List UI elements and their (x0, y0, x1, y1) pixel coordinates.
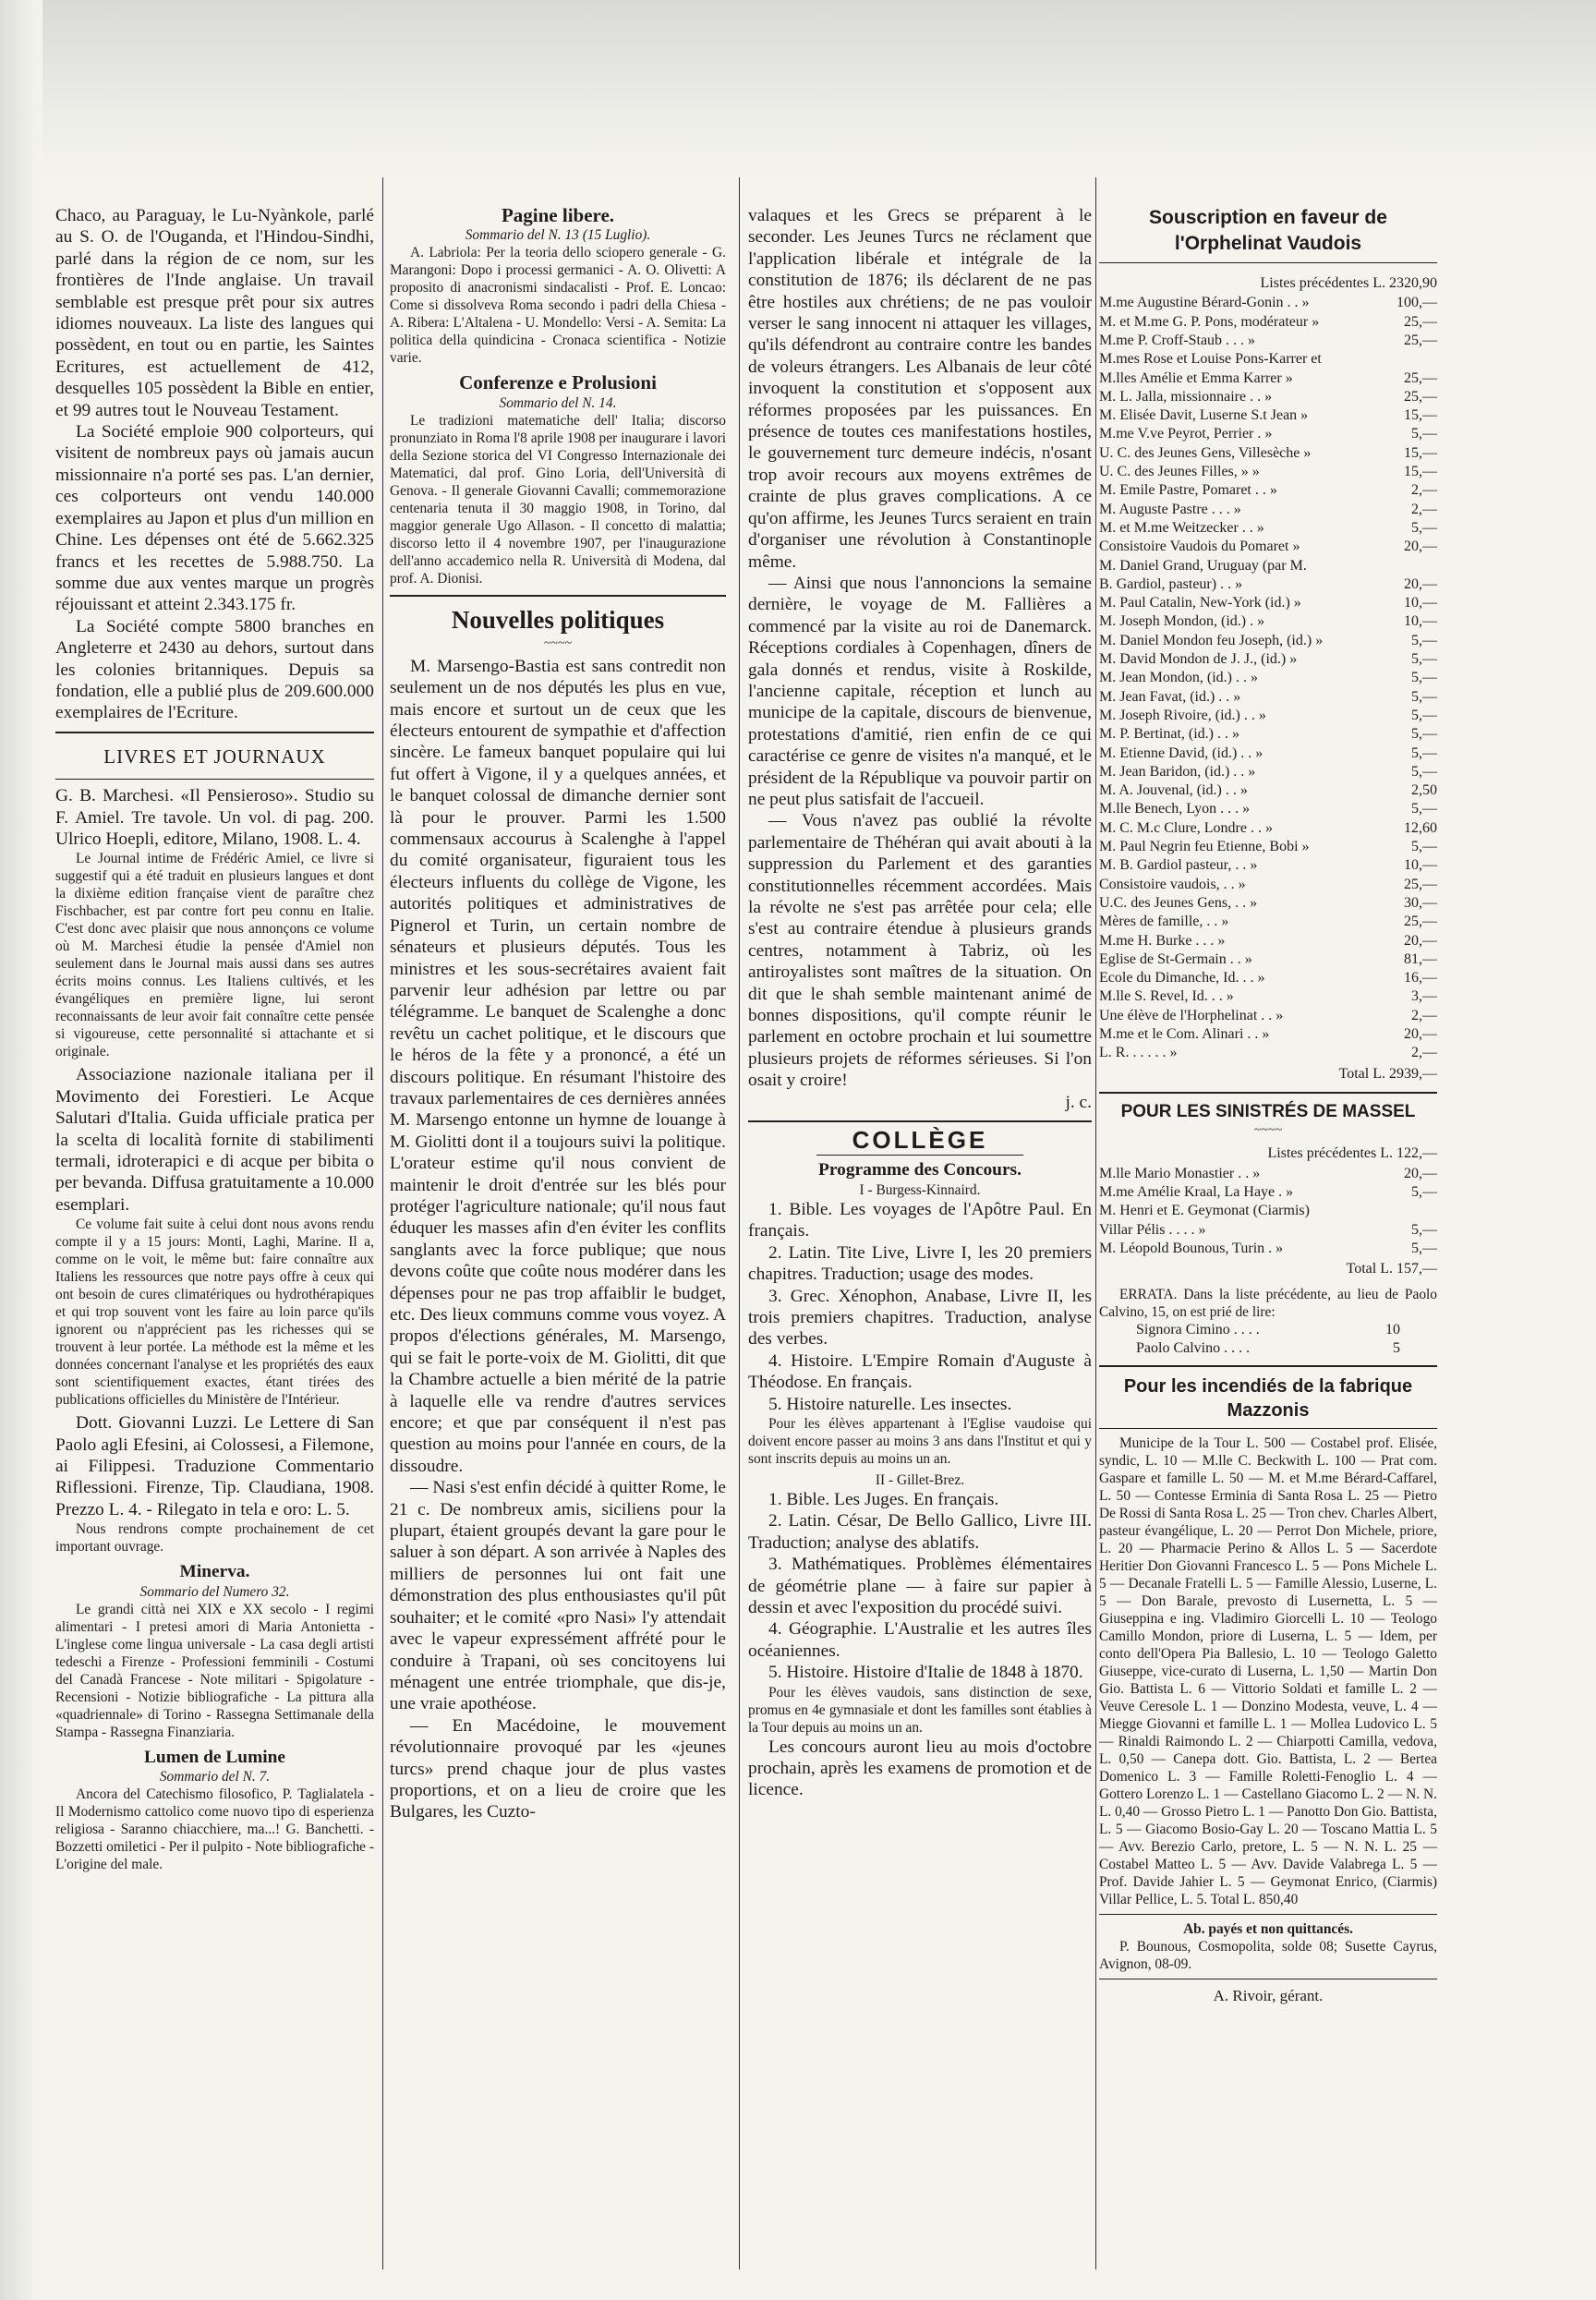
divider (55, 779, 374, 780)
list-item-amount: 20,— (1404, 539, 1437, 555)
list-item-name: M. A. Jouvenal, (id.) . . » (1099, 782, 1248, 799)
part-one-title: I - Burgess-Kinnaird. (859, 1181, 981, 1198)
errata-text: ERRATA. Dans la liste précédente, au lieu de Paolo Calvino, 15, on est prié de lire: (1099, 1286, 1437, 1320)
divider (1099, 1914, 1437, 1915)
list-item-amount: 25,— (1404, 369, 1437, 386)
divider (1099, 1092, 1437, 1094)
list-item (1136, 1339, 1400, 1358)
list-item (1099, 800, 1437, 818)
pagine-summary: A. Labriola: Per la teoria dello sciopero generale - G. Marangoni: Dopo i processi germanici - A. O. Olivetti: A proposito di anacronismi sindacalisti - Prof. E. Loncao: Come si dissolveva Roma secondo i padri della Chiesa - A. Ribera: L'Altalena - U. Mondello: Versi - A. Semita: La politica della quindicina - Cronaca scientifica - Notizie varie. (390, 245, 726, 367)
list-item (1099, 838, 1437, 856)
list-item-amount: 15,— (1404, 407, 1437, 424)
list-item (1099, 1165, 1437, 1183)
list-item-name: Mères de famille, . . » (1099, 914, 1229, 930)
book-review: Le Journal intime de Frédéric Amiel, ce livre si suggestif qui a été traduit en plusieurs langues et dont la dixième edition française vient de paraître chez Fischbacher, est par contre fort peu connu en Italie. C'est donc avec plaisir que nous annonçons ce volume où M. Marchesi étudie la pensée d'Amiel non seulement dans le Journal mais aussi dans ses autres écrits moins connus. Les Italiens cultivés, et les évangéliques en première ligne, lui seront reconnaissants de leur avoir fait connaître cette pensée si vigoureuse, cette personnalité si attachante et si originale. (55, 851, 374, 1060)
list-item-name: M. Daniel Mondon feu Joseph, (id.) » (1099, 632, 1324, 648)
page-left-shadow (0, 0, 42, 2300)
list-item-amount: 5,— (1411, 688, 1437, 705)
news-paragraph: M. Marsengo-Bastia est sans contredit non seulement un de nos députés les plus en vue, mais encore et surtout un de ceux que les électeurs entourent de sympathie et d'affection sincère. Le fameux banquet populaire qui lui fut offert à Vigone, il y a quelques années, et le banquet colossal de dimanche dernier sont là pour le prouver. Parmi les 1.500 commensaux accourus à Scalenghe à l'appel du comité organisateur, figuraient tous les électeurs influents du collège de Vigone, les autorités politiques et administratives de Pignerol et Turin, un certain nombre de sénateurs et plusieurs députés. Tous les ministres et les sous-secrétaires avaient fait parvenir leur adhésion par lettre ou par télégramme. Le banquet de Scalenghe a donc revêtu un cachet politique, et le discours que le héros de la fête y a prononcé, a été un discours politique. En résumant l'histoire des travaux parlementaires de ces dernières années M. Marsengo entonne un hymne de louange à M. Giolitti dont il a toujours suivi la politique. L'orateur estime qu'il nous convient de maintenir le droit d'entrée sur les blés pour protéger l'agriculture nationale; qu'il nous faut éduquer les masses afin d'en éviter les conflits sanglants avec la force publique; que nous devons coûte que coûte nous modérer dans les dépenses pour ne pas trop affaiblir le budget, etc. Des lieux communs comme vous voyez. A propos d'élections générales, M. Marsengo, qui se fait le porte-voix de M. Giolitti, dit que la Chambre actuelle a bien mérité de la patrie à laquelle elle va rendre d'autres services encore; et que par conséquent il n'est pas question au moins pour l'année en cours, de la dissoudre. (390, 656, 726, 1476)
news-paragraph: — Vous n'avez pas oublié la révolte parlementaire de Théhéran qui avait abouti à la suppression du Parlement et des garanties constitutionnelles récemment accordées. Mais la révolte ne s'est pas arrêtée pour cela; elle s'est au contraire étendue à plusieurs grands centres, notamment à Tabriz, où les antiroyalistes sont maîtres de la situation. On dit que le shah semble maintenant animé de bonnes dispositions, qu'il compte réunir le parlement en octobre prochain et lui soumettre plusieurs projets de réformes sérieuses. Si l'on osait y croire! (748, 811, 1092, 1091)
list-item-name: M. Jean Favat, (id.) . . » (1099, 688, 1241, 705)
divider (1099, 262, 1437, 263)
list-item (1099, 987, 1437, 1006)
list-item-name: M. Auguste Pastre . . . » (1099, 501, 1241, 517)
list-item (1099, 1183, 1437, 1202)
book-title: Dott. Giovanni Luzzi. Le Lettere di San Paolo agli Efesini, ai Colossesi, a Filemone, ai Filippesi. Traduzione Commentario Riflessioni. Firenze, Tip. Claudiana, 1908. Prezzo L. 4. - Rilegato in tela e oro: L. 5. (55, 1413, 374, 1519)
exam-item: 5. Histoire. Histoire d'Italie de 1848 à 1870. (768, 1663, 1083, 1683)
list-item (1099, 350, 1437, 369)
list-item-name: Signora Cimino . . . . (1136, 1321, 1260, 1338)
list-item-name: Consistoire vaudois, . . » (1099, 876, 1246, 892)
list-item (1099, 913, 1437, 931)
conferenze-subtitle: Sommario del N. 14. (499, 394, 617, 411)
list-item (1099, 519, 1437, 538)
list-item-name: M. Emile Pastre, Pomaret . . » (1099, 482, 1277, 499)
list-item-name: Eglise de St-Germain . . » (1099, 950, 1252, 967)
list-item (1099, 369, 1437, 388)
list-item-amount: 30,— (1404, 894, 1437, 911)
massel-previous: Listes précédentes L. 122,— (1267, 1145, 1437, 1162)
subscriptions-title: Ab. payés et non quittancés. (1183, 1921, 1353, 1938)
list-item-amount: 5,— (1411, 1221, 1437, 1238)
list-item-name: Paolo Calvino . . . . (1136, 1339, 1251, 1356)
list-item-amount: 10,— (1404, 613, 1437, 630)
column-rule (382, 177, 383, 2270)
bible-society-text: Chaco, au Paraguay, le Lu-Nyànkole, parlé au S. O. de l'Ouganda, et l'Hindou-Sindhi, parlé dans la région de ce nom, sur les frontières de l'Inde anglaise. Un travail semblable est presque prêt pour six autres idiomes nouveaux. La liste des langues qui possèdent, en tout ou en partie, les Saintes Ecritures, est actuellement de 412, desquelles 105 possèdent la Bible en entier, et 99 autres tout le Nouveau Testament. (55, 206, 374, 420)
list-item-name: M. Jean Baridon, (id.) . . » (1099, 763, 1256, 780)
exam-item: 4. Géographie. L'Australie et les autres îles océaniennes. (748, 1619, 1092, 1661)
list-item (1099, 1025, 1437, 1044)
list-item-amount: 5,— (1411, 726, 1437, 743)
list-item-amount: 5,— (1411, 651, 1437, 668)
list-item-amount: 15,— (1404, 464, 1437, 480)
list-item-amount: 25,— (1404, 333, 1437, 348)
list-item-name: M. P. Bertinat, (id.) . . » (1099, 726, 1239, 743)
list-item-name: M. et M.me Weitzecker . . » (1099, 519, 1264, 536)
news-paragraph: — Nasi s'est enfin décidé à quitter Rome, le 21 c. De nombreux amis, siciliens pour la plupart, étaient groupés devant la gare pour le saluer à son départ. A son arrivée à Naples des milliers de personnes lui ont fait une démonstration des plus enthousiastes qu'il pût souhaiter; et le comité «pro Nasi» l'y attendait avec le vapeur expressément affrété pour le conduire à Trapani, où ses concitoyens lui ménagent une entrée triomphale, que dis-je, une vraie apothéose. (390, 1478, 726, 1714)
list-item-name: M. Joseph Mondon, (id.) . » (1099, 613, 1265, 630)
pagine-title: Pagine libere. (501, 205, 615, 226)
list-item-amount: 2,— (1411, 1045, 1437, 1061)
list-item (1099, 406, 1437, 425)
list-item-amount: 5,— (1411, 519, 1437, 536)
minerva-summary: Le grandi città nei XIX e XX secolo - I regimi alimentari - I pretesi amori di Maria Antonietta - L'inglese come lingua universale - La casa degli artisti tedeschi a Firenze - Professioni femminili - Costumi del Canadà Francese - Note militari - Spigolature - Recensioni - Notizie bibliografiche - La pittura alla «quadriennale» di Torino - Rassegna Settimanale della Stampa - Rassegna Finanziaria. (55, 1601, 374, 1740)
page-top-shadow (0, 0, 1596, 176)
list-item (1099, 444, 1437, 463)
conferenze-title: Conferenze e Prolusioni (459, 371, 657, 394)
list-item (1099, 425, 1437, 443)
previous-lists: Listes précédentes L. 2320,90 (1260, 275, 1437, 291)
list-item-amount: 100,— (1396, 295, 1437, 311)
exam-date-note: Les concours auront lieu au mois d'octobre prochain, après les examens de promotion et de licence. (748, 1737, 1092, 1800)
list-item (1099, 1044, 1437, 1062)
list-item-name: M.lle S. Revel, Id. . . » (1099, 988, 1234, 1005)
ornament: ~~~~ (543, 636, 573, 650)
list-item (1099, 688, 1437, 707)
list-item (1099, 932, 1437, 950)
list-item-name: Ecole du Dimanche, Id. . . » (1099, 970, 1265, 987)
list-item-name: Une élève de l'Horphelinat . . » (1099, 1007, 1284, 1023)
book-title: G. B. Marchesi. «Il Pensieroso». Studio su F. Amiel. Tre tavole. Un vol. di pag. 200. Ulrico Hoepli, editore, Milano, 1908. L. 4. (55, 786, 374, 849)
list-item-amount: 16,— (1404, 970, 1437, 987)
exam-item: 5. Histoire naturelle. Les insectes. (768, 1394, 1012, 1414)
list-item-amount: 5,— (1411, 801, 1437, 817)
list-item-name: M. et M.me G. P. Pons, modérateur » (1099, 313, 1320, 330)
news-paragraph: — Ainsi que nous l'annoncions la semaine dernière, le voyage de M. Fallières a commencé par la visite au roi de Danemarck. Réceptions cordiales à Copenhagen, dîners de gala donnés et rendus, visite à Roskilde, l'ancienne capitale, réception et lunch au municipe de la capitale, discours de bienvenue, protestations d'amitié, rien enfin de ce qui caractérise ce genre de visites n'a manqué, et le président de la République va pouvoir partir on ne peut plus satisfait de l'accueil. (748, 573, 1092, 809)
list-item-name: M.me Amélie Kraal, La Haye . » (1099, 1184, 1294, 1201)
minerva-title: Minerva. (179, 1562, 250, 1582)
list-item-amount: 5 (1393, 1339, 1400, 1356)
list-item-name: M.me P. Croff-Staub . . . » (1099, 333, 1256, 348)
list-item-name: Consistoire Vaudois du Pomaret » (1099, 539, 1300, 555)
part-two-title: II - Gillet-Brez. (875, 1471, 965, 1488)
list-item-amount: 25,— (1404, 313, 1437, 330)
book-review: Ce volume fait suite à celui dont nous avons rendu compte il y a 15 jours: Monti, Laghi, Marine. Il a, comme on le voit, le même but: faire connaître aux Italiens les ressources que notre pays offre à ceux qui ont besoin de cures climatériques ou hydrothérapiques et qui trop souvent vont les faire au loin parce qu'ils ignorent ou n'apprécient pas les richesses qui se trouvent à leur portée. La méthode est la même et les données concernant l'analyse et les propriétés des eaux sont scientifiquement exactes, étant tirées des publications officielles du Ministère de l'Intérieur. (55, 1217, 374, 1409)
list-item (1099, 557, 1437, 575)
exam-item: 3. Mathématiques. Problèmes élémentaires de géométrie plane — à faire sur papier à dessin et avec l'exposition du procédé suivi. (748, 1555, 1092, 1617)
list-item (1099, 594, 1437, 612)
list-item (1099, 969, 1437, 987)
exam-note: Pour les élèves vaudois, sans distinction de sexe, promus en 4e gymnasiale et dont les familles sont établies à la Tour depuis au moins un an. (748, 1684, 1092, 1736)
column-rule (739, 177, 740, 2270)
list-item (1099, 707, 1437, 725)
list-item-name: M.lle Benech, Lyon . . . » (1099, 801, 1251, 817)
bible-society-text: La Société compte 5800 branches en Angleterre et 2430 au dehors, surtout dans les colonies britanniques. Depuis sa fondation, elle a publié plus de 209.600.000 exemplaires de l'Ecriture. (55, 616, 374, 723)
list-item-amount: 5,— (1411, 632, 1437, 648)
list-item-amount: 20,— (1404, 932, 1437, 949)
list-item-name: M. Elisée Davit, Luserne S.t Jean » (1099, 407, 1309, 424)
list-item-name: M. L. Jalla, missionnaire . . » (1099, 388, 1273, 405)
college-title: COLLÈGE (852, 1126, 988, 1155)
list-item (1099, 819, 1437, 838)
conferenze-summary: Le tradizioni matematiche dell' Italia; discorso pronunziato in Roma l'8 aprile 1908 per inaugurare i lavori della Sezione storica del VI Congresso Internazionale dei Matematici, dal prof. Gino Loria, dell'Università di Genova. - Il generale Giovanni Cavalli; commemorazione centenaria tenuta il 30 maggio 1908, in Torino, dal maggior generale Ugo Allason. - Il concetto di malattia; discorso letto il 4 novembre 1907, per l'inaugurazione dell'anno accademico nella R. Università di Modena, dal prof. A. Dionisi. (390, 412, 726, 587)
column-4 (1099, 205, 1437, 2265)
list-item (1099, 650, 1437, 669)
list-item-name: M. Paul Catalin, New-York (id.) » (1099, 595, 1301, 611)
massel-list (1099, 1165, 1437, 1258)
list-item-name: M.me Augustine Bérard-Gonin . . » (1099, 295, 1310, 311)
list-item-name: B. Gardiol, pasteur) . . » (1099, 575, 1243, 592)
list-item-name: M. Jean Mondon, (id.) . . » (1099, 670, 1258, 686)
column-3 (748, 205, 1092, 2265)
exam-item: 1. Bible. Les Juges. En français. (768, 1489, 999, 1509)
list-item-amount: 5,— (1411, 1240, 1437, 1256)
list-item-amount: 25,— (1404, 914, 1437, 930)
pagine-subtitle: Sommario del N. 13 (15 Luglio). (465, 227, 651, 244)
list-item-amount: 15,— (1404, 444, 1437, 461)
list-item-amount: 10 (1385, 1321, 1400, 1338)
bible-society-text: La Société emploie 900 colporteurs, qui visitent de nombreux pays où jamais aucun missionnaire n'a porté ses pas. L'an dernier, ces colporteurs ont vendu 140.000 exemplaires au Japon et plus d'un million en Chine. Les dépenses ont été de 5.662.325 francs et les recettes de 5.988.750. La somme due aux ventes marque un progrès réjouissant et atteint 2.343.175 fr. (55, 422, 374, 615)
list-item (1099, 294, 1437, 312)
list-item (1099, 950, 1437, 969)
list-item-amount: 12,60 (1404, 819, 1437, 836)
news-paragraph: valaques et les Grecs se préparent à le seconder. Les Jeunes Turcs ne réclament que l'application libérale et intégrale de la constitution de 1876; ils déclarent de ne pas être hostiles aux chrétiens; de ne pas vouloir verser le sang innocent ni attaquer les villages, qu'ils défendront au contraire contre les bandes de voleurs étrangers. Les Albanais de leur côté invoquent la constitution et s'opposent aux réformes proposées par les puissances. En présence de toutes ces manifestations hostiles, le gouvernement turc demeure indécis, n'osant trop avoir recours aux moyens extrêmes de crainte de plus graves complications. A ce qu'on affirme, les Jeunes Turcs seraient en train d'organiser une révolution à Constantinople même. (748, 206, 1092, 572)
list-item (1099, 501, 1437, 519)
list-item-amount: 5,— (1411, 670, 1437, 686)
exam-item: 2. Latin. César, De Bello Gallico, Livre III. Traduction; analyse des ablatifs. (748, 1511, 1092, 1553)
list-item-amount: 81,— (1404, 950, 1437, 967)
list-item (1099, 876, 1437, 894)
divider (390, 595, 726, 597)
list-item-name: M. Henri et E. Geymonat (Ciarmis) (1099, 1203, 1310, 1219)
ornament: ~~~~ (1253, 1123, 1283, 1138)
list-item (1099, 669, 1437, 687)
list-item (1099, 744, 1437, 763)
list-item-name: M. David Mondon de J. J., (id.) » (1099, 651, 1298, 668)
list-item-amount: 20,— (1404, 575, 1437, 592)
list-item-amount: 10,— (1404, 857, 1437, 874)
book-title: Associazione nazionale italiana per il Movimento dei Forestieri. Le Acque Salutari d'Italia. Guida ufficiale pratica per la scelta di località fornite di stabilimenti termali, idroterapici e di acque per bibita o per bevanda. Diffusa gratuitamente a 10.000 esemplari. (55, 1065, 374, 1215)
list-item (1099, 1221, 1437, 1240)
list-item-name: U. C. des Jeunes Gens, Villesèche » (1099, 444, 1312, 461)
exam-item: 4. Histoire. L'Empire Romain d'Auguste à Théodose. En français. (748, 1350, 1092, 1393)
list-item (1099, 313, 1437, 332)
divider (816, 1155, 1022, 1156)
errata-list (1099, 1321, 1437, 1359)
list-item-amount: 5,— (1411, 763, 1437, 780)
orphelinat-subscription-title: Souscription en faveur de l'Orphelinat Vaudois (1149, 207, 1387, 254)
exam-item: 3. Grec. Xénophon, Anabase, Livre II, les trois premiers chapitres. Traduction, analyse des verbes. (748, 1286, 1092, 1350)
list-item-name: M.me et le Com. Alinari . . » (1099, 1025, 1270, 1042)
list-item-name: M. B. Gardiol pasteur, . . » (1099, 857, 1258, 874)
minerva-subtitle: Sommario del Numero 32. (139, 1583, 290, 1600)
list-item (1099, 894, 1437, 913)
divider (1099, 1428, 1437, 1429)
massel-total: Total L. 157,— (1346, 1261, 1437, 1277)
list-item-amount: 2,50 (1411, 782, 1437, 799)
list-item-name: L. R. . . . . . » (1099, 1045, 1178, 1061)
signature: j. c. (1065, 1092, 1092, 1112)
list-item-name: M. Joseph Rivoire, (id.) . . » (1099, 707, 1266, 723)
list-item-amount: 2,— (1411, 1007, 1437, 1023)
divider (748, 1120, 1092, 1122)
list-item (1099, 1240, 1437, 1258)
list-item (1099, 575, 1437, 594)
list-item (1099, 481, 1437, 500)
list-item-name: M. Etienne David, (id.) . . » (1099, 744, 1264, 761)
massel-title: POUR LES SINISTRÉS DE MASSEL (1120, 1101, 1416, 1121)
nouvelles-politiques-title: Nouvelles politiques (451, 605, 665, 634)
list-item-name: M.me H. Burke . . . » (1099, 932, 1226, 949)
list-item (1099, 1007, 1437, 1025)
subscriptions-text: P. Bounous, Cosmopolita, solde 08; Susette Cayrus, Avignon, 08-09. (1099, 1939, 1437, 1973)
list-item-name: U.C. des Jeunes Gens, . . » (1099, 894, 1258, 911)
list-item (1099, 463, 1437, 481)
list-item-amount: 5,— (1411, 426, 1437, 442)
total: Total L. 2939,— (1338, 1065, 1437, 1082)
list-item (1099, 725, 1437, 744)
list-item-amount: 20,— (1404, 1165, 1437, 1181)
lumen-subtitle: Sommario del N. 7. (159, 1769, 271, 1786)
column-2 (390, 205, 726, 2265)
list-item (1099, 856, 1437, 875)
list-item-name: M.lles Amélie et Emma Karrer » (1099, 369, 1293, 386)
list-item (1099, 388, 1437, 406)
exam-item: 1. Bible. Les voyages de l'Apôtre Paul. En français. (748, 1199, 1092, 1241)
list-item-name: Villar Pélis . . . . » (1099, 1221, 1206, 1238)
list-item (1099, 1202, 1437, 1220)
mazzonis-title: Pour les incendiés de la fabrique Mazzonis (1123, 1376, 1413, 1422)
list-item (1099, 781, 1437, 800)
lumen-title: Lumen de Lumine (144, 1747, 285, 1767)
list-item (1136, 1321, 1400, 1339)
list-item-name: M. C. M.c Clure, Londre . . » (1099, 819, 1273, 836)
news-paragraph: — En Macédoine, le mouvement révolutionnaire provoqué par les «jeunes turcs» prend chaque jour de plus vastes proportions, et on a lieu de croire que les Bulgares, les Cuzto- (390, 1715, 726, 1822)
list-item (1099, 632, 1437, 650)
list-item-name: M.me V.ve Peyrot, Perrier . » (1099, 426, 1273, 442)
gerant-signature: A. Rivoir, gérant. (1213, 1987, 1324, 2005)
section-title-livres: LIVRES ET JOURNAUX (103, 744, 326, 768)
list-item-amount: 5,— (1411, 744, 1437, 761)
list-item-amount: 10,— (1404, 595, 1437, 611)
exam-item: 2. Latin. Tite Live, Livre I, les 20 premiers chapitres. Traduction; usage des modes. (748, 1242, 1092, 1285)
list-item-amount: 5,— (1411, 839, 1437, 855)
list-item (1099, 763, 1437, 781)
list-item-amount: 2,— (1411, 501, 1437, 517)
donor-list (1099, 294, 1437, 1062)
mazzonis-donations: Municipe de la Tour L. 500 — Costabel prof. Elisée, syndic, L. 10 — M.lle C. Beckwith L. 100 — Prat com. Gaspare et famille L. 50 — M. et M.me Bérard-Caffarel, L. 50 — Contesse Erminia di Santa Rosa L. 25 — Pietro De Rossi di Santa Rosa L. 25 — Tron chev. Charles Albert, pasteur évangélique, L. 20 — Perrot Don Michele, priore, L. 20 — Pharmacie Perino & Allos L. 5 — Sacerdote Heritier Don Giovanni Francesco L. 5 — Pons Michele L. 5 — Decanale Fratelli L. 5 — Famille Alessio, Luserne, L. 5 — Don Barale, prevosto di Lusernetta, L. 5 — Giuseppina e ing. Vladimiro Giorcelli L. 10 — Teologo Camillo Mondon, priore di Luserna, L. 5 — Idem, per conto dell'Opera Pia Ballesio, L. 10 — Teologo Galetto Giuseppe, vice-curato di Luserna, L. 1,50 — Martin Don Gio. Battista L. 6 — Vittorio Soldati et famille L. 2 — Veuve Ceresole L. 1 — Donzino Modesta, veuve, L. 4 — Miegge Giovanni et famille L. 1 — Mollea Ludovico L. 5 — Rinaldi Raimondo L. 2 — Chiarpotti Camilla, vedova, L. 0,50 — Canepa dott. Gio. Battista, L. 2 — Bertea Domenico L. 3 — Famille Roletti-Fenoglio L. 4 — Gottero Lorenzo L. 1 — Castellano Giacomo L. 2 — N. N. L. 0,40 — Grosso Pietro L. 1 — Panotto Don Gio. Battista, L. 5 — Giacomo Bosio-Gay L. 20 — Toscano Mattia L. 5 — Avv. Berezio Carlo, pretore, L. 5 — N. N. L. 25 — Costabel Matteo L. 5 — Avv. Davide Valabrega L. 5 — Prof. Davide Jahier L. 5 — Geymonat Enrico, (Ciarmis) Villar Pellice, L. 5. Total L. 850,40 (1099, 1435, 1437, 1908)
programme-title: Programme des Concours. (818, 1160, 1022, 1180)
exam-note: Pour les élèves appartenant à l'Eglise vaudoise qui doivent encore passer au moins 3 ans dans l'Institut et qui y sont inscrits depuis au moins un an. (748, 1415, 1092, 1467)
list-item-name: M.mes Rose et Louise Pons-Karrer et (1099, 351, 1322, 368)
list-item-amount: 5,— (1411, 707, 1437, 723)
list-item-amount: 3,— (1411, 988, 1437, 1005)
divider (1099, 1365, 1437, 1367)
list-item-name: M. Léopold Bounous, Turin . » (1099, 1240, 1284, 1256)
list-item (1099, 612, 1437, 631)
list-item (1099, 332, 1437, 350)
divider (55, 732, 374, 733)
lumen-summary: Ancora del Catechismo filosofico, P. Taglialatela - Il Modernismo cattolico come nuovo tipo di esperienza religiosa - Saranno chiacchiere, ma...! G. Banchetti. - Bozzetti omiletici - Per il pulpito - Note bibliografiche - L'origine del male. (55, 1786, 374, 1873)
list-item (1099, 538, 1437, 556)
book-review: Nous rendrons compte prochainement de cet important ouvrage. (55, 1521, 374, 1556)
list-item-amount: 25,— (1404, 388, 1437, 405)
list-item-amount: 20,— (1404, 1025, 1437, 1042)
list-item-name: M. Paul Negrin feu Etienne, Bobi » (1099, 839, 1310, 855)
list-item-amount: 5,— (1411, 1184, 1437, 1201)
list-item-name: U. C. des Jeunes Filles, » » (1099, 464, 1260, 480)
list-item-name: M. Daniel Grand, Uruguay (par M. (1099, 557, 1307, 574)
column-rule (1095, 177, 1096, 2270)
list-item-name: M.lle Mario Monastier . . » (1099, 1165, 1261, 1181)
column-1 (55, 205, 374, 2265)
list-item-amount: 25,— (1404, 876, 1437, 892)
list-item-amount: 2,— (1411, 482, 1437, 499)
